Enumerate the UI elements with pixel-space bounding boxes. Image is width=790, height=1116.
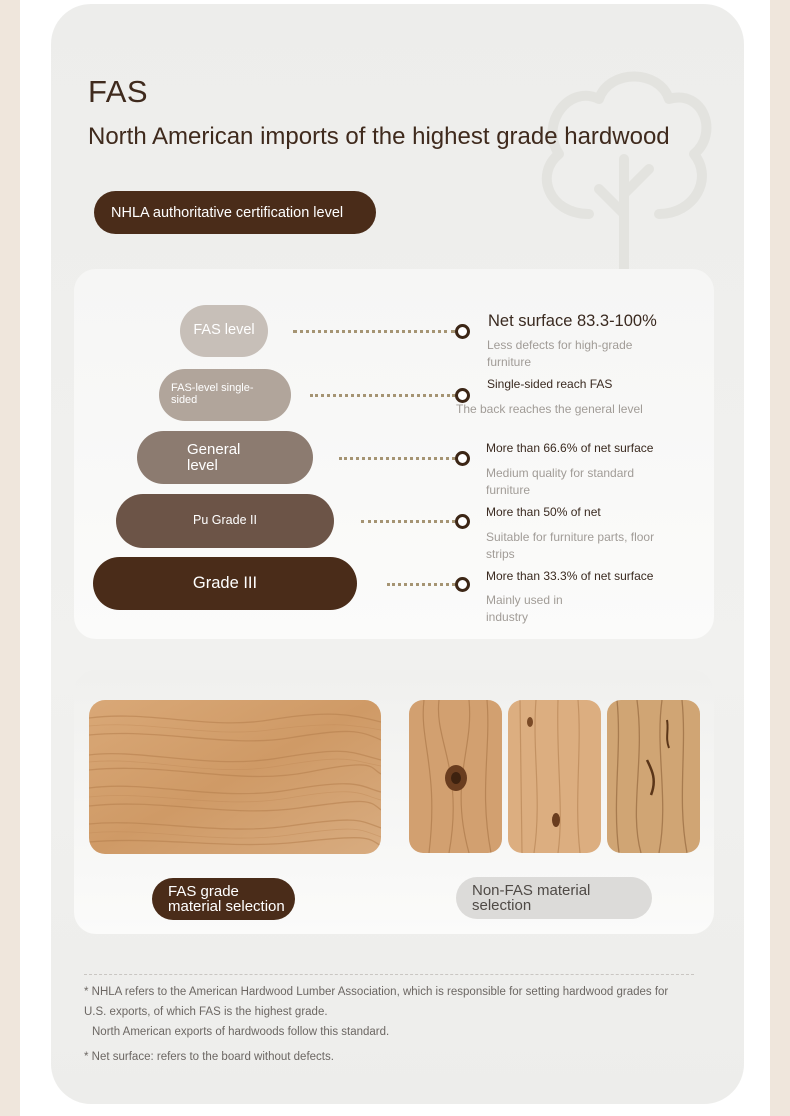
non-fas-wood-sample-image: [607, 700, 700, 853]
grade-description-title: Net surface 83.3-100%: [488, 312, 657, 330]
non-fas-material-label: Non-FAS material selection: [456, 877, 652, 919]
connector-ring: [455, 514, 470, 529]
footnote-nhla: U.S. exports, of which FAS is the highest grade.: [84, 1006, 328, 1018]
fas-material-label: FAS grade material selection: [152, 878, 295, 920]
non-fas-wood-sample-image: [508, 700, 601, 853]
tree-icon: [529, 64, 719, 284]
connector-ring: [455, 451, 470, 466]
content-card: [51, 4, 744, 1104]
fas-wood-sample-image: [89, 700, 381, 854]
footnote-net-surface: * Net surface: refers to the board without defects.: [84, 1051, 334, 1063]
connector-line: [387, 583, 455, 586]
grade-pill-pu-grade-ii: Pu Grade II: [116, 494, 334, 548]
non-fas-wood-sample-image: [409, 700, 502, 853]
footnote-nhla: * NHLA refers to the American Hardwood Lumber Association, which is responsible for setting hardwood grades for: [84, 986, 669, 998]
grade-pill-general: General level: [137, 431, 313, 484]
page-title: FAS: [88, 74, 149, 109]
connector-line: [293, 330, 455, 333]
grade-description-title: Single-sided reach FAS: [487, 377, 613, 391]
grade-description-title: More than 66.6% of net surface: [486, 441, 654, 455]
page-subtitle: North American imports of the highest grade hardwood: [88, 123, 670, 150]
page: [20, 0, 770, 1116]
grade-description-title: More than 50% of net: [486, 505, 601, 519]
connector-line: [310, 394, 455, 397]
grade-description-text: Medium quality for standard furniture: [486, 466, 635, 497]
divider: [84, 974, 694, 975]
certification-badge: NHLA authoritative certification level: [94, 191, 376, 234]
grade-description-text: Suitable for furniture parts, floor strips: [486, 530, 655, 561]
connector-line: [339, 457, 455, 460]
material-comparison-panel: [74, 670, 714, 934]
grade-pill-fas: FAS level: [180, 305, 268, 357]
connector-ring: [455, 577, 470, 592]
grade-panel: [74, 269, 714, 639]
connector-line: [361, 520, 455, 523]
grade-description-title: More than 33.3% of net surface: [486, 569, 654, 583]
grade-pill-grade-iii: Grade III: [93, 557, 357, 610]
grade-description-text: Mainly used in industry: [486, 593, 563, 624]
footnote-nhla: North American exports of hardwoods follow this standard.: [92, 1026, 390, 1038]
grade-description-text: The back reaches the general level: [456, 402, 643, 416]
grade-pill-fas-single-sided: FAS-level single-sided: [159, 369, 291, 421]
connector-ring: [455, 324, 470, 339]
grade-description-text: Less defects for high-grade furniture: [487, 338, 633, 369]
